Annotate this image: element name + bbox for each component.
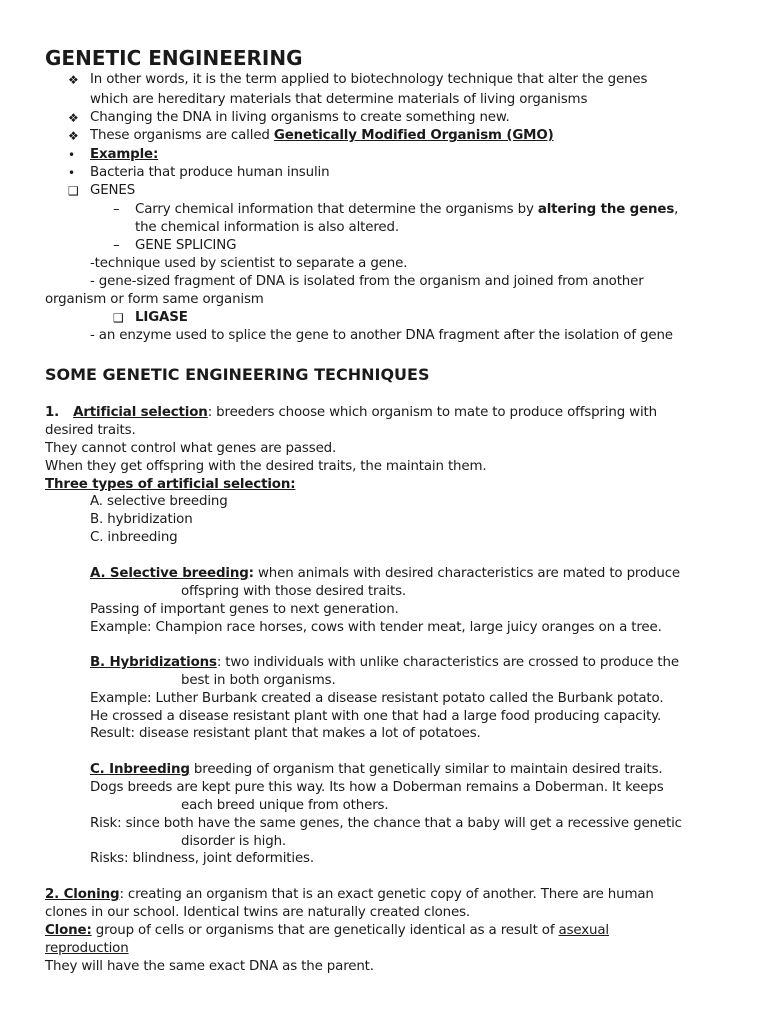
dot-bullet-icon: • [68,148,76,162]
selective-breeding-line [90,565,680,583]
paragraph-line: Dogs breeds are kept pure this way. Its how a Doberman remains a Doberman. It keeps [90,780,664,795]
altering-genes-term: altering the genes [537,202,675,217]
paragraph-line: Risks: blindness, joint deformities. [90,851,314,866]
paragraph-line: Changing the DNA in living organisms to create something new. [90,110,510,125]
gmo-term: Genetically Modified Organism (GMO) [273,128,554,143]
text-span: Carry chemical information that determine the organisms by [135,202,538,217]
artificial-selection-term: Artificial selection [73,405,208,420]
paragraph-line: disorder is high. [181,834,287,849]
paragraph-line: desired traits. [45,423,136,438]
text-span: group of cells or organisms that are genetically identical as a result of [91,923,559,938]
diamond-bullet-icon: ❖ [68,129,79,143]
type-item: A. selective breeding [90,494,228,509]
text-span: when animals with desired characteristics are mated to produce [253,566,681,581]
gene-splicing-label: GENE SPLICING [135,238,237,253]
diamond-bullet-icon: ❖ [68,73,79,87]
dot-bullet-icon: • [68,166,76,180]
cloning-term: 2. Cloning [45,887,120,902]
types-heading: Three types of artificial selection: [45,477,296,492]
checkbox-bullet-icon: ❑ [113,311,124,325]
paragraph-line: Example: Champion race horses, cows with tender meat, large juicy oranges on a tree. [90,620,662,635]
paragraph-line: They cannot control what genes are passed. [45,441,337,456]
section-title-techniques: SOME GENETIC ENGINEERING TECHNIQUES [45,365,430,384]
paragraph-line: each breed unique from others. [181,798,389,813]
paragraph-line: He crossed a disease resistant plant with one that had a large food producing capacity. [90,709,662,724]
paragraph-line: offspring with those desired traits. [181,584,407,599]
selective-breeding-term: A. Selective breeding [90,566,249,581]
paragraph-line: Risk: since both have the same genes, the chance that a baby will get a recessive genetic [90,816,682,831]
genes-line [135,201,678,219]
artificial-selection-line [45,404,657,422]
checkbox-bullet-icon: ❑ [68,184,79,198]
diamond-bullet-icon: ❖ [68,111,79,125]
paragraph-line: Example: Luther Burbank created a disease resistant potato called the Burbank potato. [90,691,664,706]
splicing-line: organism or form same organism [45,292,264,307]
cloning-line [45,886,654,904]
hybridization-term: B. Hybridizations [90,655,217,670]
clone-term: Clone: [45,923,92,938]
clone-line [45,922,609,940]
paragraph-line: Result: disease resistant plant that makes a lot of potatoes. [90,726,481,741]
example-text: Bacteria that produce human insulin [90,165,330,180]
genes-label: GENES [90,183,136,198]
paragraph-line: They will have the same exact DNA as the parent. [45,959,374,974]
dash-bullet-icon: – [113,202,120,217]
item-number: 1. [45,405,60,420]
asexual-term: asexual [558,923,609,938]
inbreeding-line [90,761,663,779]
section-title-genetic-engineering: GENETIC ENGINEERING [45,46,303,70]
example-label: Example: [90,147,159,162]
paragraph-line: which are hereditary materials that determine materials of living organisms [90,92,588,107]
genes-line: the chemical information is also altered. [135,220,399,235]
paragraph-line: Passing of important genes to next generation. [90,602,399,617]
splicing-line: - gene-sized fragment of DNA is isolated from the organism and joined from another [90,274,644,289]
ligase-line: - an enzyme used to splice the gene to another DNA fragment after the isolation of gene [90,328,673,343]
text-span: , [674,202,679,217]
ligase-label: LIGASE [135,310,188,325]
text-span: These organisms are called [90,128,274,143]
text-span: : breeders choose which organism to mate to produce offspring with [207,405,657,420]
paragraph-line: In other words, it is the term applied to biotechnology technique that alter the genes [90,72,648,87]
type-item: B. hybridization [90,512,193,527]
paragraph-line: When they get offspring with the desired traits, the maintain them. [45,459,487,474]
hybridization-line [90,654,679,672]
text-span: : two individuals with unlike characteristics are crossed to produce the [216,655,679,670]
text-span: : [248,566,254,581]
reproduction-term: reproduction [45,941,129,956]
text-span: : creating an organism that is an exact genetic copy of another. There are human [119,887,654,902]
splicing-line: -technique used by scientist to separate a gene. [90,256,408,271]
paragraph-line: best in both organisms. [181,673,336,688]
inbreeding-term: C. Inbreeding [90,762,190,777]
paragraph-line: clones in our school. Identical twins are naturally created clones. [45,905,471,920]
gmo-line [90,127,554,145]
dash-bullet-icon: – [113,238,120,253]
type-item: C. inbreeding [90,530,178,545]
text-span: breeding of organism that genetically similar to maintain desired traits. [189,762,663,777]
